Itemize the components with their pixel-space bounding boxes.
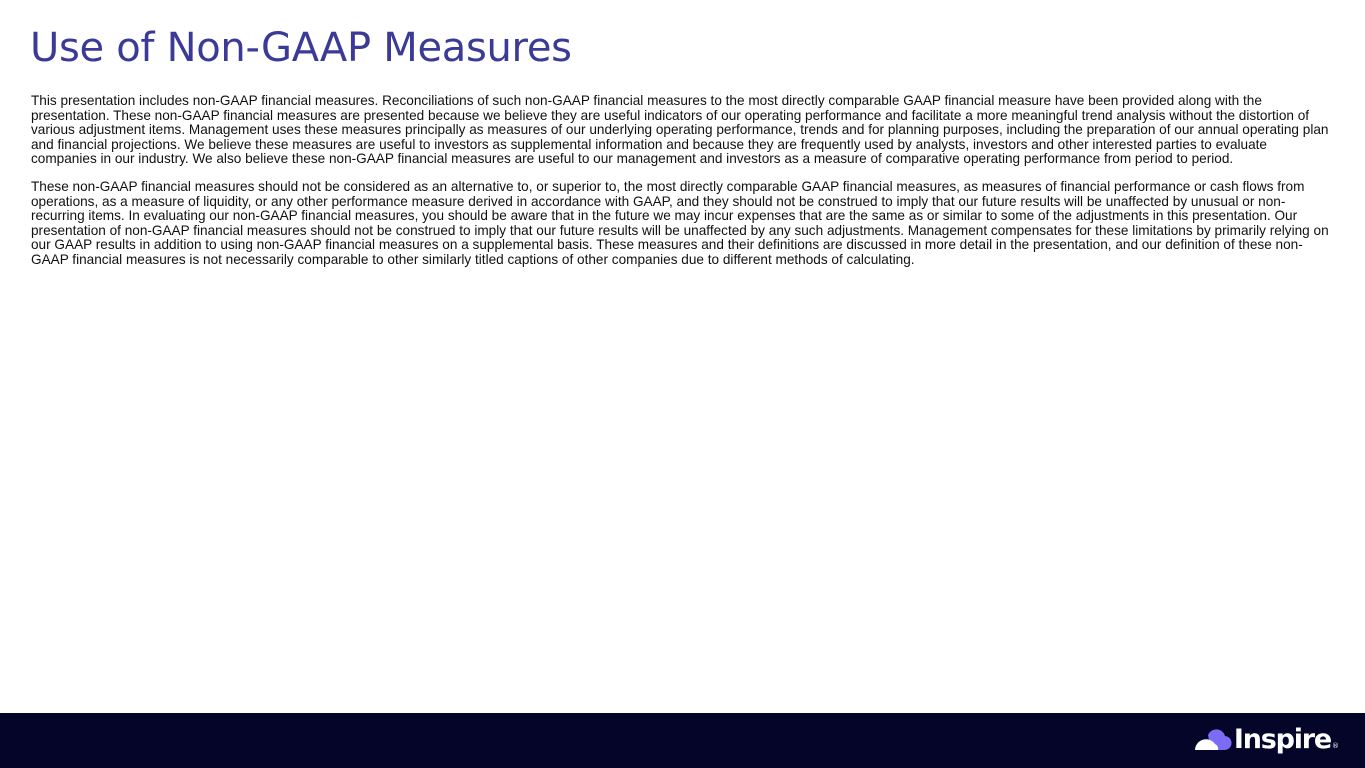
- logo-wordmark: Inspire: [1233, 724, 1331, 755]
- body-paragraph-2: These non-GAAP financial measures should not be considered as an alternative to, or superior to, the most directly comparable GAAP financial measures, as measures of financial performance or cash flows from operations, as a measure of liquidity, or any other performance measure derived in accordance with GAAP, and they should not be construed to imply that our future results will be unaffected by unusual or non-recurring items. In evaluating our non-GAAP financial measures, you should be aware that in the future we may incur expenses that are the same as or similar to some of the adjustments in this presentation. Our presentation of non-GAAP financial measures should not be construed to imply that our future results will be unaffected by any such adjustments. Management compensates for these limitations by primarily relying on our GAAP results in addition to using non-GAAP financial measures on a supplemental basis. These measures and their definitions are discussed in more detail in the presentation, and our definition of these non-GAAP financial measures is not necessarily comparable to other similarly titled captions of other companies due to different methods of calculating.: [31, 178, 1329, 267]
- slide-body: [31, 94, 1336, 268]
- registered-mark: ®: [1332, 742, 1339, 750]
- page-title: Use of Non-GAAP Measures: [30, 25, 572, 71]
- body-paragraph-1: This presentation includes non-GAAP financial measures. Reconciliations of such non-GAAP financial measures to the most directly comparable GAAP financial measure have been provided along with the presentation. These non-GAAP financial measures are presented because we believe they are useful indicators of our operating performance and facilitate a more meaningful trend analysis without the distortion of various adjustment items. Management uses these measures principally as measures of our underlying operating performance, trends and for planning purposes, including the preparation of our annual operating plan and financial projections. We believe these measures are useful to investors as supplemental information and because they are frequently used by analysts, investors and other interested parties to evaluate companies in our industry. We also believe these non-GAAP financial measures are useful to our management and investors as a measure of comparative operating performance from period to period.: [31, 93, 1329, 167]
- cloud-icon: [1194, 727, 1232, 753]
- footer-bar: [0, 713, 1365, 768]
- brand-logo: [1194, 723, 1339, 757]
